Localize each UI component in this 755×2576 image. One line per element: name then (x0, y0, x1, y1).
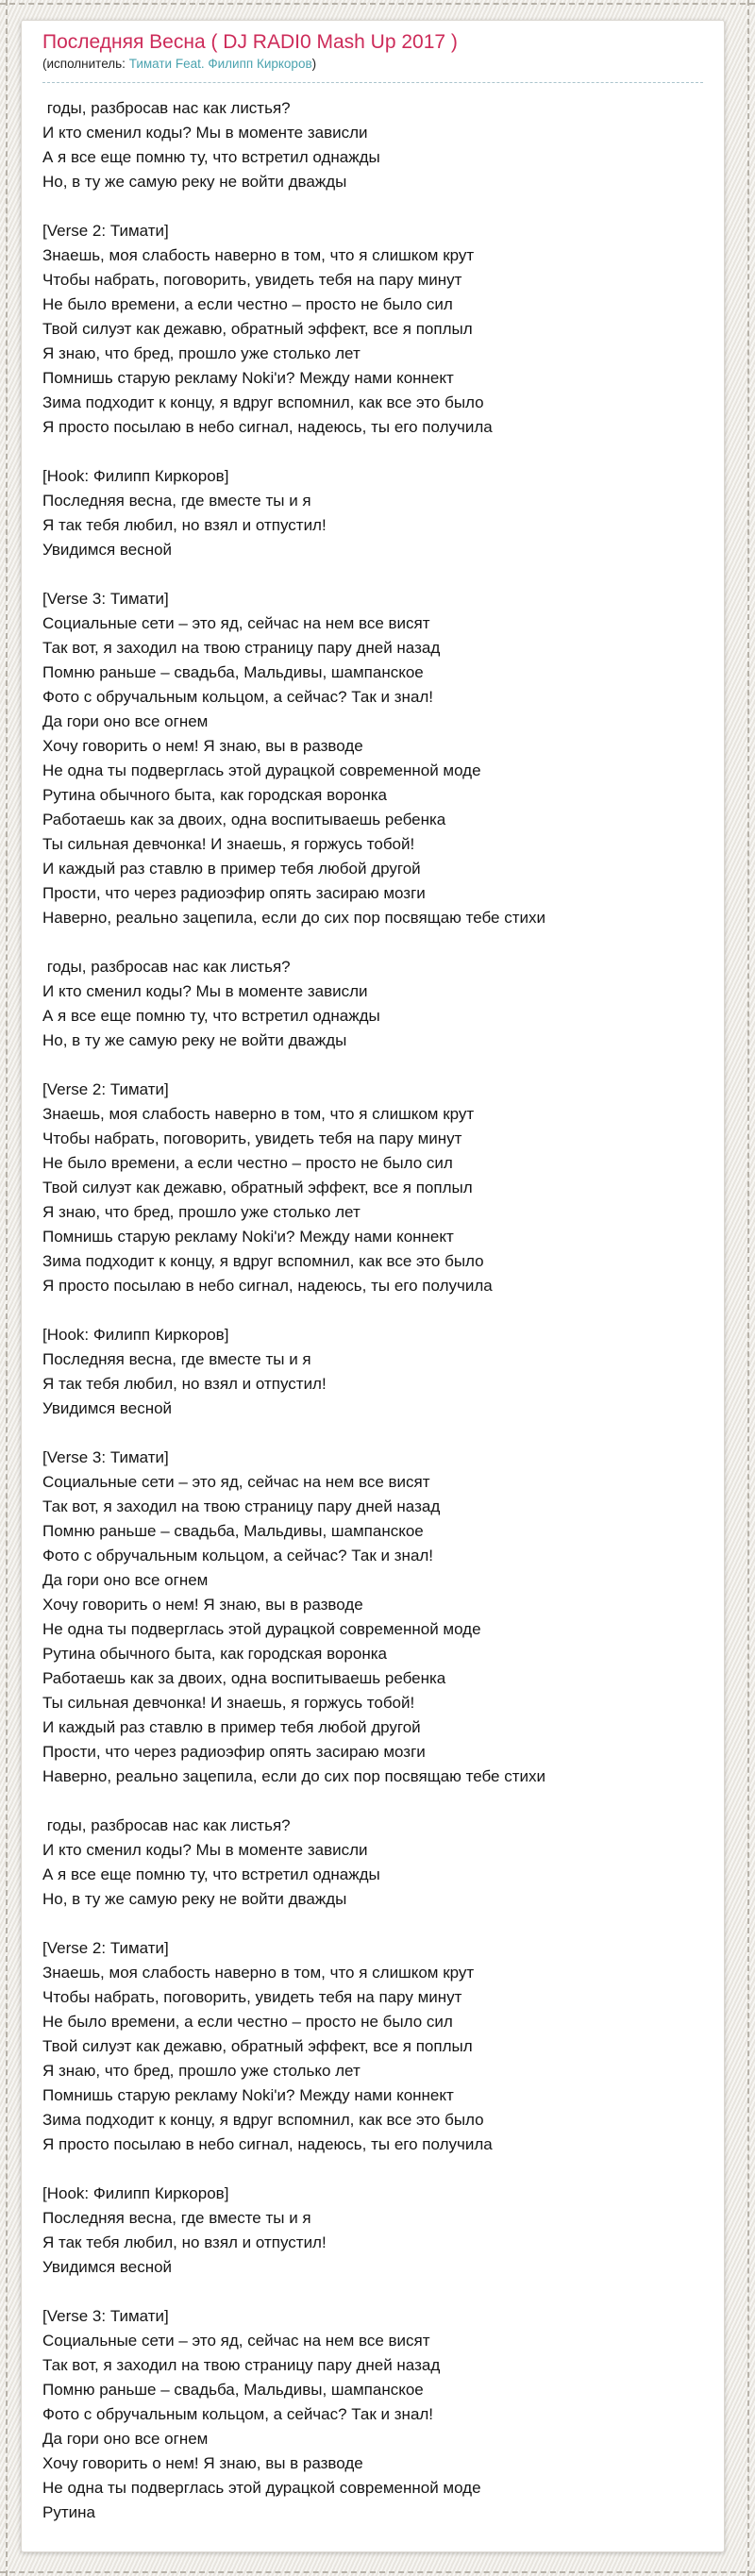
lyric-line: Я так тебя любил, но взял и отпустил! (42, 2233, 327, 2251)
lyric-line: Но, в ту же самую реку не войти дважды (42, 1031, 347, 1049)
lyric-line: Я так тебя любил, но взял и отпустил! (42, 516, 327, 534)
lyric-line: И каждый раз ставлю в пример тебя любой другой (42, 1718, 421, 1736)
lyric-line (42, 194, 703, 219)
stitch-border-top (0, 3, 755, 5)
lyric-line: Твой силуэт как дежавю, обратный эффект, все я поплыл (42, 320, 473, 338)
lyric-line: Последняя весна, где вместе ты и я (42, 2209, 311, 2227)
lyric-line: Хочу говорить о нем! Я знаю, вы в разводе (42, 737, 363, 755)
lyric-line: Не было времени, а если честно – просто не было сил (42, 2013, 453, 2031)
lyric-line (42, 2157, 703, 2182)
lyric-line: Не одна ты подверглась этой дурацкой современной моде (42, 1620, 481, 1638)
lyric-line: Увидимся весной (42, 1399, 173, 1417)
lyric-line: [Verse 3: Тимати] (42, 590, 169, 608)
lyric-line: Ты сильная девчонка! И знаешь, я горжусь тобой! (42, 835, 415, 853)
lyric-line: Я знаю, что бред, прошло уже столько лет (42, 1203, 361, 1221)
lyric-line: Чтобы набрать, поговорить, увидеть тебя на пару минут (42, 1129, 462, 1147)
lyric-line: И кто сменил коды? Мы в моменте зависли (42, 124, 368, 142)
lyric-line: А я все еще помню ту, что встретил однажды (42, 148, 380, 166)
lyric-line: Фото с обручальным кольцом, а сейчас? Так и знал! (42, 688, 434, 706)
lyric-line: [Hook: Филипп Киркоров] (42, 1326, 229, 1344)
lyric-line: годы, разбросав нас как листья? (42, 958, 291, 976)
lyric-line: А я все еще помню ту, что встретил однажды (42, 1007, 380, 1025)
lyric-line: Рутина обычного быта, как городская воронка (42, 786, 387, 804)
lyric-line: Чтобы набрать, поговорить, увидеть тебя на пару минут (42, 1988, 462, 2006)
lyric-line: годы, разбросав нас как листья? (42, 99, 291, 117)
lyric-line: Помнишь старую рекламу Noki'и? Между нами коннект (42, 2086, 454, 2104)
lyric-line: Да гори оно все огнем (42, 2430, 209, 2448)
lyric-line: Последняя весна, где вместе ты и я (42, 1350, 311, 1368)
lyric-line (42, 562, 703, 587)
lyric-line (42, 1421, 703, 1446)
lyric-line: Увидимся весной (42, 541, 173, 559)
artist-link[interactable]: Тимати Feat. Филипп Киркоров (128, 57, 312, 71)
lyric-line: Не одна ты подверглась этой дурацкой современной моде (42, 2479, 481, 2497)
lyric-line: А я все еще помню ту, что встретил однажды (42, 1865, 380, 1883)
lyric-line: Я просто посылаю в небо сигнал, надеюсь, ты его получила (42, 2135, 493, 2153)
lyric-line: Так вот, я заходил на твою страницу пару дней назад (42, 639, 441, 657)
lyric-line: Знаешь, моя слабость наверно в том, что я слишком крут (42, 1964, 475, 1982)
lyric-line: Знаешь, моя слабость наверно в том, что я слишком крут (42, 246, 475, 264)
lyric-line: Работаешь как за двоих, одна воспитываешь ребенка (42, 811, 446, 828)
lyric-line: Знаешь, моя слабость наверно в том, что я слишком крут (42, 1105, 475, 1123)
lyric-line: Наверно, реально зацепила, если до сих пор посвящаю тебе стихи (42, 1767, 545, 1785)
lyric-line: Я знаю, что бред, прошло уже столько лет (42, 2062, 361, 2080)
lyric-line: Не было времени, а если честно – просто не было сил (42, 1154, 453, 1172)
lyric-line (42, 1298, 703, 1323)
lyric-line: Наверно, реально зацепила, если до сих пор посвящаю тебе стихи (42, 909, 545, 927)
lyric-line: Чтобы набрать, поговорить, увидеть тебя на пару минут (42, 271, 462, 289)
lyric-line: Я просто посылаю в небо сигнал, надеюсь, ты его получила (42, 1277, 493, 1295)
lyric-line: [Verse 2: Тимати] (42, 1080, 169, 1098)
lyric-line: Хочу говорить о нем! Я знаю, вы в разводе (42, 1596, 363, 1614)
lyric-line: Социальные сети – это яд, сейчас на нем все висят (42, 2332, 430, 2350)
lyric-line: Помню раньше – свадьба, Мальдивы, шампанское (42, 2381, 424, 2399)
lyric-line: Я знаю, что бред, прошло уже столько лет (42, 344, 361, 362)
lyric-line: Работаешь как за двоих, одна воспитываешь ребенка (42, 1669, 446, 1687)
lyric-line: Так вот, я заходил на твою страницу пару дней назад (42, 1497, 441, 1515)
lyric-line: Рутина обычного быта, как городская воронка (42, 1645, 387, 1663)
lyric-line: Прости, что через радиоэфир опять засираю мозги (42, 1743, 426, 1761)
lyric-line: [Hook: Филипп Киркоров] (42, 2184, 229, 2202)
lyric-line: Помнишь старую рекламу Noki'и? Между нами коннект (42, 1228, 454, 1246)
lyric-line (42, 1789, 703, 1814)
lyric-line (42, 440, 703, 464)
lyric-line: Но, в ту же самую реку не войти дважды (42, 173, 347, 191)
lyric-line: Увидимся весной (42, 2258, 173, 2276)
artist-line (42, 55, 703, 74)
stitch-border-bottom (0, 2571, 755, 2573)
lyric-line: Твой силуэт как дежавю, обратный эффект, все я поплыл (42, 1179, 473, 1196)
lyric-line: Но, в ту же самую реку не войти дважды (42, 1890, 347, 1908)
artist-prefix: (исполнитель: (42, 57, 129, 71)
lyric-line: Социальные сети – это яд, сейчас на нем все висят (42, 614, 430, 632)
lyrics-text (42, 96, 703, 2525)
song-header (42, 30, 703, 83)
lyric-line: И кто сменил коды? Мы в моменте зависли (42, 1841, 368, 1859)
lyric-line: [Verse 3: Тимати] (42, 2307, 169, 2325)
lyric-line: Да гори оно все огнем (42, 712, 209, 730)
lyric-line (42, 1053, 703, 1078)
lyric-line: Зима подходит к концу, я вдруг вспомнил, как все это было (42, 2111, 484, 2129)
lyric-line: [Hook: Филипп Киркоров] (42, 467, 229, 485)
lyric-line: Социальные сети – это яд, сейчас на нем все висят (42, 1473, 430, 1491)
lyric-line (42, 930, 703, 955)
lyric-line (42, 1912, 703, 1936)
lyric-line: Не одна ты подверглась этой дурацкой современной моде (42, 761, 481, 779)
lyric-line: И кто сменил коды? Мы в моменте зависли (42, 982, 368, 1000)
lyric-line: Помнишь старую рекламу Noki'и? Между нами коннект (42, 369, 454, 387)
lyric-line (42, 2280, 703, 2304)
lyric-line: Ты сильная девчонка! И знаешь, я горжусь тобой! (42, 1694, 415, 1712)
lyric-line: Фото с обручальным кольцом, а сейчас? Так и знал! (42, 1547, 434, 1564)
lyric-line: Помню раньше – свадьба, Мальдивы, шампанское (42, 663, 424, 681)
page-title: Последняя Весна ( DJ RADI0 Mash Up 2017 ) (42, 31, 458, 53)
lyric-line: Да гори оно все огнем (42, 1571, 209, 1589)
stitch-border-left (6, 0, 8, 2576)
lyric-line: Так вот, я заходил на твою страницу пару дней назад (42, 2356, 441, 2374)
lyric-line: Рутина (42, 2503, 95, 2521)
lyric-line: годы, разбросав нас как листья? (42, 1816, 291, 1834)
lyric-line: Зима подходит к концу, я вдруг вспомнил, как все это было (42, 393, 484, 411)
lyric-line: Не было времени, а если честно – просто не было сил (42, 295, 453, 313)
lyric-line: Прости, что через радиоэфир опять засираю мозги (42, 884, 426, 902)
lyric-line: Твой силуэт как дежавю, обратный эффект, все я поплыл (42, 2037, 473, 2055)
lyric-line: Последняя весна, где вместе ты и я (42, 492, 311, 510)
lyric-line: Зима подходит к концу, я вдруг вспомнил, как все это было (42, 1252, 484, 1270)
content-card (21, 20, 725, 2552)
lyric-line: Я просто посылаю в небо сигнал, надеюсь, ты его получила (42, 418, 493, 436)
stitch-border-right (747, 0, 749, 2576)
lyric-line: [Verse 2: Тимати] (42, 222, 169, 240)
lyric-line: Помню раньше – свадьба, Мальдивы, шампанское (42, 1522, 424, 1540)
lyric-line: [Verse 3: Тимати] (42, 1448, 169, 1466)
lyric-line: Хочу говорить о нем! Я знаю, вы в разводе (42, 2454, 363, 2472)
lyric-line: И каждый раз ставлю в пример тебя любой другой (42, 860, 421, 878)
lyric-line: Я так тебя любил, но взял и отпустил! (42, 1375, 327, 1393)
lyric-line: [Verse 2: Тимати] (42, 1939, 169, 1957)
lyric-line: Фото с обручальным кольцом, а сейчас? Так и знал! (42, 2405, 434, 2423)
artist-suffix: ) (311, 57, 317, 71)
